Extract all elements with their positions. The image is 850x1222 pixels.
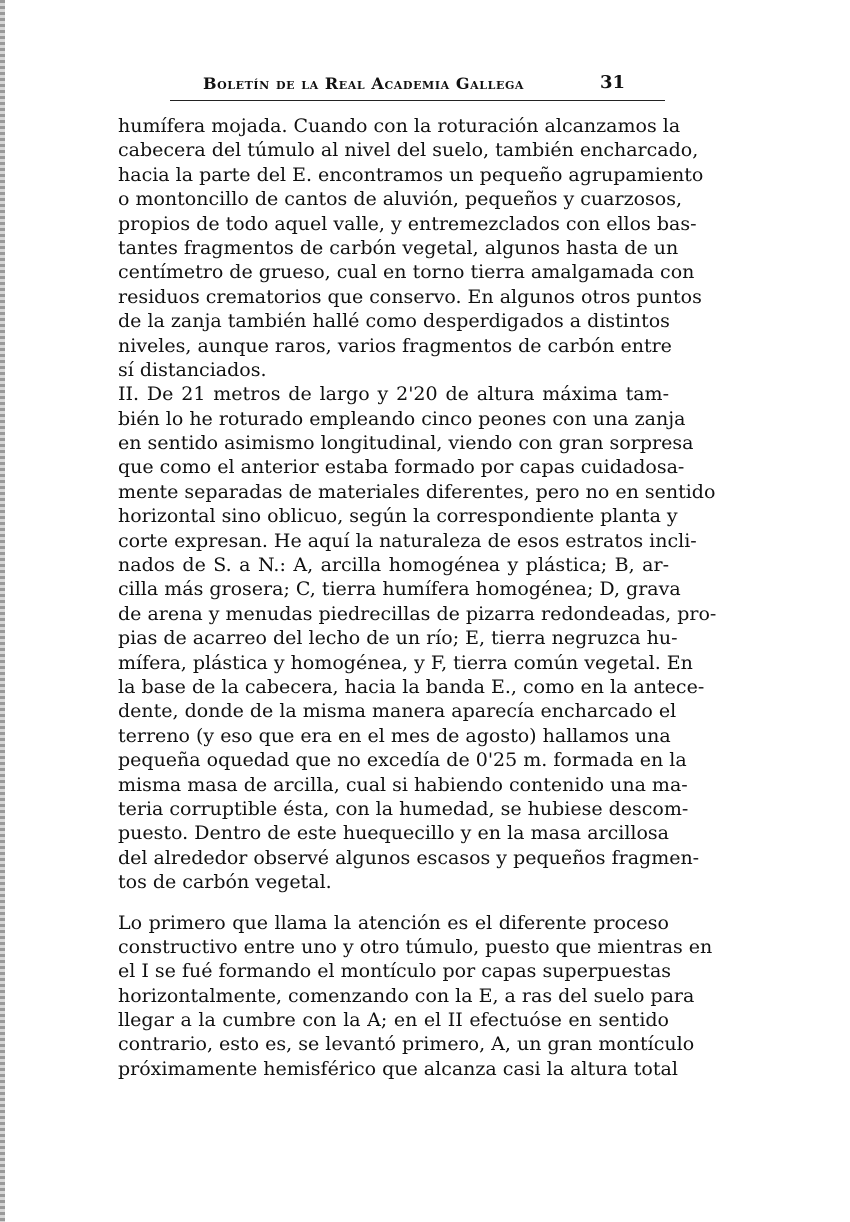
text-line: que como el anterior estaba formado por capas cuidadosa- — [118, 456, 685, 479]
text-line: horizontal sino oblicuo, según la correspondiente planta y — [118, 505, 678, 528]
text-line: mífera, plástica y homogénea, y F, tierra común vegetal. En — [118, 651, 693, 674]
paragraph-gap — [118, 895, 669, 911]
text-line: humífera mojada. Cuando con la roturación alcanzamos la — [118, 115, 681, 137]
page-body — [118, 114, 717, 1081]
text-line: Lo primero que llama la atención es el diferente proceso — [118, 911, 669, 934]
text-line: puesto. Dentro de este huequecillo y en la masa arcillosa — [118, 822, 669, 845]
page-number: 31 — [599, 72, 625, 93]
text-line: de arena y menudas piedrecillas de pizarra redondeadas, pro- — [118, 602, 717, 625]
text-line: contrario, esto es, se levantó primero, A, un gran montículo — [118, 1033, 695, 1056]
text-line: niveles, aunque raros, varios fragmentos de carbón entre — [118, 334, 672, 357]
text-line: II. De 21 metros de largo y 2'20 de altura máxima tam- — [118, 383, 669, 406]
running-header — [170, 70, 665, 100]
text-line: el I se fué formando el montículo por capas superpuestas — [118, 960, 672, 983]
text-line: o montoncillo de cantos de aluvión, pequeños y cuarzosos, — [118, 188, 683, 211]
paragraph — [118, 382, 717, 894]
text-line: residuos crematorios que conservo. En algunos otros puntos — [118, 285, 702, 308]
scan-binding-edge — [0, 0, 5, 1222]
text-line: llegar a la cumbre con la A; en el II efectuóse en sentido — [118, 1009, 669, 1032]
text-line: pias de acarreo del lecho de un río; E, tierra negruzca hu- — [118, 627, 678, 650]
text-line: horizontalmente, comenzando con la E, a ras del suelo para — [118, 984, 695, 1007]
text-line: próximamente hemisférico que alcanza casi la altura total — [118, 1057, 678, 1080]
paragraph — [118, 911, 713, 1082]
text-line: misma masa de arcilla, cual si habiendo contenido una ma- — [118, 773, 688, 796]
text-line: sí distanciados. — [118, 358, 267, 381]
text-line: en sentido asimismo longitudinal, viendo con gran sorpresa — [118, 432, 694, 455]
text-line: dente, donde de la misma manera aparecía encharcado el — [118, 700, 677, 723]
header-rule — [170, 100, 665, 101]
text-line: constructivo entre uno y otro túmulo, puesto que mientras en — [118, 935, 713, 958]
text-line: pequeña oquedad que no excedía de 0'25 m. formada en la — [118, 749, 687, 772]
text-line: nados de S. a N.: A, arcilla homogénea y plástica; B, ar- — [118, 554, 669, 577]
text-line: mente separadas de materiales diferentes, pero no en sentido — [118, 480, 716, 503]
text-line: corte expresan. He aquí la naturaleza de esos estratos incli- — [118, 529, 697, 552]
text-line: cilla más grosera; C, tierra humífera homogénea; D, grava — [118, 578, 681, 601]
text-line: teria corruptible ésta, con la humedad, se hubiese descom- — [118, 797, 689, 820]
text-line: de la zanja también hallé como desperdigados a distintos — [118, 310, 670, 333]
text-line: del alrededor observé algunos escasos y pequeños fragmen- — [118, 846, 700, 869]
text-line: bién lo he roturado empleando cinco peones con una zanja — [118, 407, 686, 430]
text-line: la base de la cabecera, hacia la banda E., como en la antece- — [118, 675, 705, 698]
text-line: cabecera del túmulo al nivel del suelo, también encharcado, — [118, 139, 699, 162]
text-line: tantes fragmentos de carbón vegetal, algunos hasta de un — [118, 236, 679, 259]
text-line: terreno (y eso que era en el mes de agosto) hallamos una — [118, 724, 671, 747]
text-line: centímetro de grueso, cual en torno tierra amalgamada con — [118, 261, 695, 284]
text-line: tos de carbón vegetal. — [118, 871, 332, 894]
journal-title: Boletín de la Real Academia Gallega — [203, 74, 525, 93]
text-line: hacia la parte del E. encontramos un pequeño agrupamiento — [118, 163, 704, 186]
paragraph — [118, 114, 704, 382]
text-line: propios de todo aquel valle, y entremezclados con ellos bas- — [118, 212, 697, 235]
